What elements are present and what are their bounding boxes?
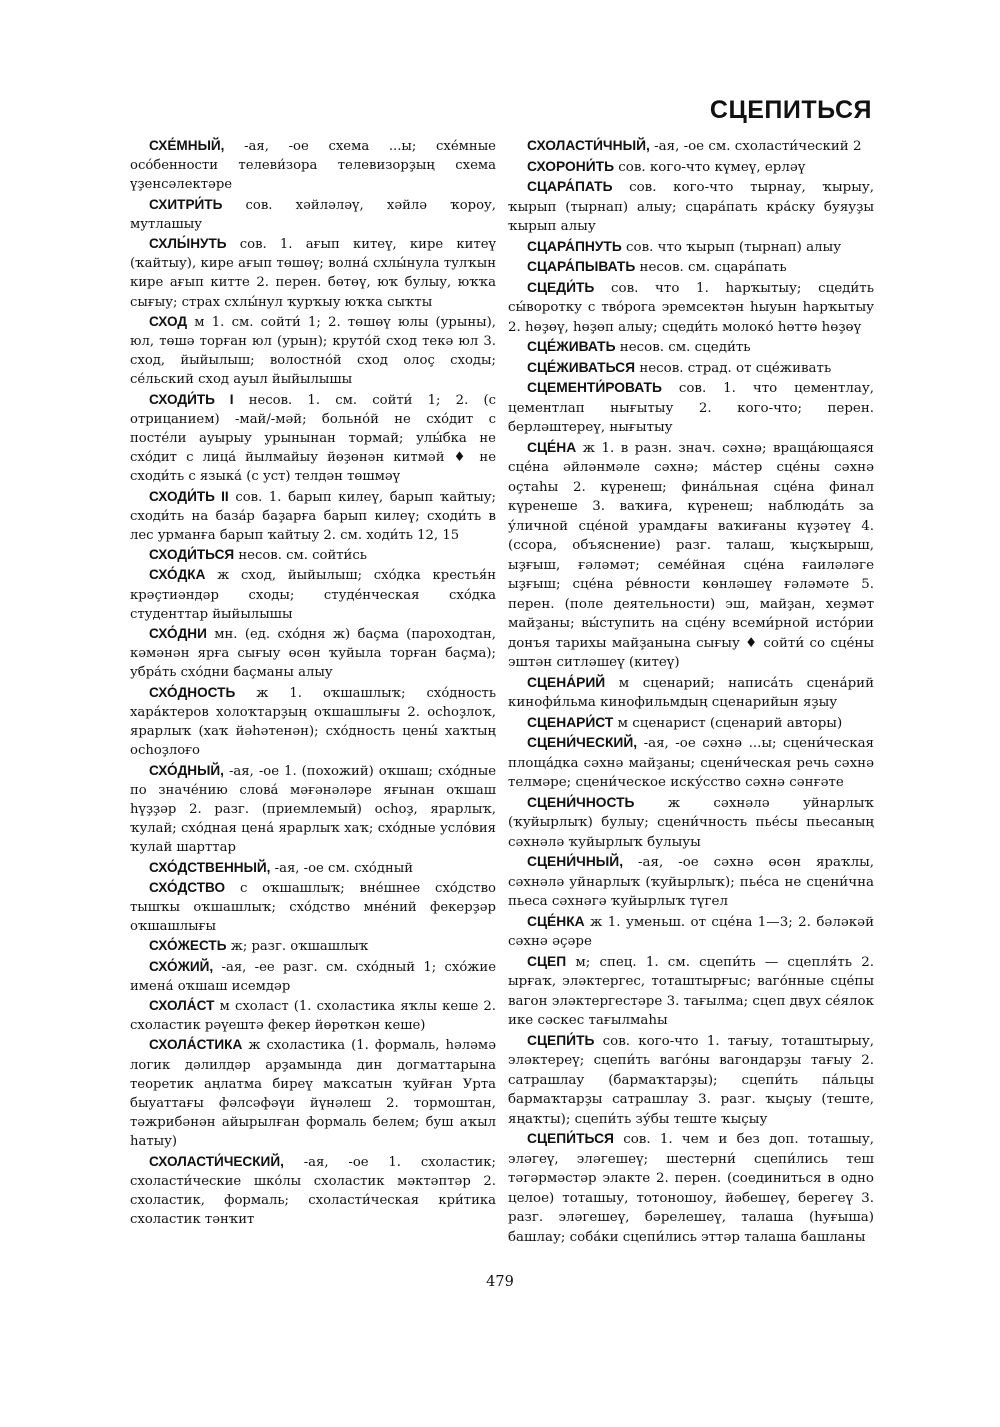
dictionary-entry [508,177,874,237]
dictionary-entry [508,136,874,157]
entry-definition: м 1. см. сойти́ 1; 2. төшөү юлы (урыны), юл, төшә торған юл (урын); круто́й сход текә юл 3. сход, йыйылыш; волостно́й сход олоҫ сходы; се́льский сход ауыл йыйылышы [130,314,496,388]
entry-headword: СХО́ЖИЙ, [149,958,214,974]
entry-definition: несов. см. сцара́пать [635,260,787,275]
entry-definition: сов. хәйләләү, хәйлә ҡороу, мутлашыу [130,197,496,232]
entry-definition: -ая, -ое схема ...ы; схе́мные осо́бенности телеви́зора телевизорҙың схема үҙенсәлектәре [130,139,496,193]
dictionary-entry [130,487,496,546]
dictionary-entry [508,733,874,793]
entry-headword: СЦЕПИ́ТЬСЯ [527,1131,614,1146]
page-number: 479 [486,1274,514,1290]
entry-definition: несов. см. сцеди́ть [615,340,751,355]
entry-headword: СХО́ДКА [149,567,206,583]
entry-headword: СХО́ДНОСТЬ [149,684,236,700]
entry-definition: сов. 1. что цементлау, цементлап нығытыу 2. кого-что; перен. берләштереү, нығытыу [508,381,874,435]
dictionary-entry [508,713,874,734]
entry-headword: СХОДИ́ТЬ I [149,391,234,407]
entry-definition: сов. кого-что 1. тағыу, тоташтырыу, эләктереү; сцепи́ть ваго́ны вагондарҙы тағыу 2. сатрашлау (бармаҡтарҙы); сцепи́ть па́льцы бармаҡтарҙы сатрашлау 3. разг. ҡыҫыу (теште, яңаҡты); сцепи́ть зу́бы теште ҡыҫыу [508,1033,874,1127]
dictionary-entry [508,952,874,1031]
entry-definition: ж 1. уменьш. от сце́на 1—3; 2. бәләкәй сәхнә әҫәре [508,914,874,949]
entry-definition: ж 1. оҡшашлыҡ; схо́дность хара́ктеров холоҡтарҙың оҡшашлығы 2. осһоҙлоҡ, ярарлыҡ (хаҡ йәһәтенән); схо́дность цены́ хаҡтың осһоҙлоғо [130,685,496,759]
dictionary-entry [508,157,874,178]
entry-definition: сов. что ҡырып (тырнап) алыу [621,239,842,255]
entry-definition: м схоласт (1. схоластика яҡлы кеше 2. схоластик рәүештә фекер йөрөткән кеше) [130,998,496,1034]
dictionary-entry [130,683,496,761]
entry-definition: м сценарий; написа́ть сцена́рий кинофи́льма кинофильмдың сценарийын яҙыу [508,675,874,710]
entry-definition: м сценарист (сценарий авторы) [613,715,843,731]
entry-headword: СХОЛАСТИ́ЧНЫЙ, [527,138,650,153]
entry-definition: сов. кого-что күмеү, ерләү [614,159,806,175]
entry-headword: СЦЕНИ́ЧНОСТЬ [527,794,635,810]
dictionary-entry [508,257,874,278]
entry-headword: СЦЕНА́РИЙ [527,674,606,690]
entry-headword: СЦАРА́ПЫВАТЬ [527,259,636,274]
entry-definition: сов. что 1. һарҡытыу; сцеди́ть сы́воротку с тво́рога эремсектән һыуын һарҡытыу 2. һөҙөү, һөҙөп алыу; сцеди́ть молоко́ һөттө һөҙөү [508,280,874,335]
entry-definition: сов. 1. чем и без доп. тоташыу, эләгеү, эләгешеү; шестерни́ сцепи́лись теш тәгәрмәстәр элакте 2. перен. (соединиться в одно целое) тоташыу, тотоношоу, йәбешеү, берегеү 3. разг. эләгешеү, бәрелешеү, талаша (һуғыша) башлау; соба́ки сцепи́лись эттәр талаша башланы [508,1132,874,1245]
entry-headword: СЦЕ́НКА [527,913,585,929]
entry-headword: СХОД [149,313,188,329]
entry-headword: СЦЕПИ́ТЬ [527,1032,595,1048]
entry-headword: СХО́ДСТВО [149,879,226,895]
entry-definition: -ая, -ое сәхнә ...ы; сцени́ческая площа́дка сәхнә майҙаны; сцени́ческая речь сәхнә телмәре; сцени́ческое иску́сство сәхнә сәнғәте [508,736,874,790]
entry-definition: с оҡшашлыҡ; вне́шнее схо́дство тышҡы оҡшашлыҡ; схо́дство мне́ний фекерҙәр оҡшашлығы [130,880,496,935]
dictionary-entry [130,624,496,683]
entry-definition: -ая, -ое см. схо́дный [270,860,414,876]
entry-headword: СЦЕНИ́ЧНЫЙ, [527,854,624,869]
entry-definition: м; спец. 1. см. сцепи́ть — сцепля́ть 2. ырғаҡ, эләктергес, тоташтырғыс; ваго́нные сце́пы вагон эләктергестәре 3. тағылма; сцеп двух се́ялок ике сәскес тағылмаһы [508,954,874,1028]
entry-definition: несов. 1. см. сойти́ 1; 2. (с отрицанием) -май/-мәй; больно́й не схо́дит с посте́ли ауырыу урынынан тормай; улы́бка не схо́дит с лица́ йылмайыу йөҙөнән китмәй ♦ не сходи́ть с языка́ (с уст) телдән төшмәү [130,392,496,485]
running-head: СЦЕПИТЬСЯ [709,96,872,124]
dictionary-entry [508,673,874,713]
entry-headword: СЦЕП [527,953,567,969]
entry-definition: ж сәхнәлә уйнарлыҡ (ҡуйырлыҡ) булыу; сцени́чность пье́сы пьесаның сәхнәлә ҡуйырлыҡ булыуы [508,795,874,850]
dictionary-entry [508,912,874,952]
entry-definition: сов. 1. барып килеү, барып ҡайтыу; сходи́ть на база́р баҙарға барып килеү; сходи́ть в лес урманға барып ҡайтыу 2. см. ходи́ть 12, 15 [130,489,496,544]
entry-headword: СХОЛАСТИ́ЧЕСКИЙ, [149,1153,284,1169]
entry-headword: СЦЕДИ́ТЬ [527,279,595,295]
dictionary-entry [508,438,874,673]
dictionary-entry [130,565,496,624]
dictionary-entry [508,237,874,258]
entry-headword: СХОДИ́ТЬСЯ [149,547,235,563]
entry-headword: СХОЛА́СТ [149,997,215,1013]
entry-headword: СЦЕ́НА [527,439,577,455]
dictionary-entry [130,1035,496,1151]
entry-headword: СЦЕНАРИ́СТ [527,714,614,730]
dictionary-entry [508,1031,874,1130]
entry-headword: СЦЕ́ЖИВАТЬ [527,339,616,354]
entry-definition: -ая, -ое 1. схоластик; схоласти́ческие шко́лы схоластик мәктәптәр 2. схоластик, формаль; схоласти́ческая кри́тика схоластик тәнҡит [130,1154,496,1228]
entry-headword: СЦЕНИ́ЧЕСКИЙ, [527,735,638,750]
entry-definition: -ая, -ое см. схоласти́ческий 2 [649,139,862,154]
dictionary-entry [130,390,496,487]
entry-definition: -ая, -ое сәхнә өсөн яраҡлы, сәхнәлә уйнарлыҡ (ҡуйырлыҡ); пье́са не сцени́чна пьеса сәхнәгә ҡуйырлыҡ түгел [508,855,874,909]
entry-headword: СХО́ЖЕСТЬ [149,938,227,954]
entry-headword: СЦАРА́ПАТЬ [527,179,613,194]
entry-definition: ж; разг. оҡшашлыҡ [226,939,369,955]
dictionary-entry [130,312,496,390]
dictionary-entry [508,793,874,853]
dictionary-entry [508,337,874,358]
entry-definition: ж 1. в разн. знач. сәхнә; враща́ющаяся сце́на әйләнмәле сәхнә; ма́стер сце́ны сәхнә оҫтаһы 2. күренеш; фина́льная сце́на финал күренеше 3. ваҡиға, күренеш; наблюда́ть за у́личной сце́ной урамдағы ваҡиғаны күҙәтеү 4. (ссора, объяснение) разг. талаш, ҡыҫҡырыш, ыҙғыш, ғәләмәт; семе́йная сце́на ғаиләләге ыҙғыш; сце́на ре́вности көнләшеү ғәләмәте 5. перен. (поле деятельности) эш, майҙан, хеҙмәт майҙаны; вы́ступить на сце́ну всеми́рной исто́рии донъя тарихы майҙанына сығыу ♦ сойти́ со сце́ны эштән ситләшеү (китеү) [508,440,874,670]
dictionary-entry [130,234,496,312]
dictionary-entry [508,852,874,912]
entry-headword: СХЕ́МНЫЙ, [149,138,225,153]
right-column [508,136,874,1247]
entry-definition: несов. страд. от сце́живать [635,360,832,376]
dictionary-entry [130,761,496,858]
left-column [130,136,496,1229]
dictionary-entry [130,878,496,937]
entry-headword: СЦЕ́ЖИВАТЬСЯ [527,359,636,375]
dictionary-entry [130,195,496,234]
entry-definition: -ая, -ое 1. (похожий) оҡшаш; схо́дные по значе́нию слова́ мәғәнәләре яғынан оҡшаш һүҙҙәр 2. разг. (приемлемый) осһоҙ, ярарлыҡ, ҡулай; схо́дная цена́ ярарлыҡ хаҡ; схо́дные усло́вия ҡулай шарттар [130,763,496,856]
entry-definition: мн. (ед. схо́дня ж) баҫма (пароходтан, кәмәнән ярға сығыу өсөн ҡуйыла торған баҫма); убра́ть схо́дни баҫманы алыу [130,627,496,681]
dictionary-entry [130,136,496,195]
dictionary-entry [508,378,874,438]
entry-headword: СХЛЫ́НУТЬ [149,236,227,252]
entry-definition: ж схоластика (1. формаль, һәләмә логик дәлилдәр арҙамында дин догматтарына теоретик аңлатма биреү маҡсатын ҡуйған Урта быуаттағы фәлсәфәүи йүнәлеш 2. тормоштан, тәжрибәнән айырылған формаль белем; буш аҡыл һатыу) [130,1038,496,1150]
entry-definition: ж сход, йыйылыш; схо́дка крестья́н крәҫтиәндәр сходы; студе́нческая схо́дка студенттар йыйылышы [130,568,496,622]
dictionary-entry [130,545,496,565]
entry-definition: сов. 1. ағып китеү, кире китеү (ҡайтыу), кире ағып төшөү; волна́ схлы́нула тулҡын кире ағып китте 2. перен. бөтөү, юҡ булыу, юҡҡа сығыу; страх схлы́нул ҡурҡыу юҡҡа сыҡты [130,237,496,310]
dictionary-entry [508,278,874,338]
entry-headword: СХО́ДНИ [149,626,207,642]
dictionary-entry [130,858,496,878]
entry-headword: СХО́ДСТВЕННЫЙ, [149,859,271,875]
dictionary-entry [130,936,496,956]
entry-headword: СЦАРА́ПНУТЬ [527,238,622,254]
dictionary-entry [508,358,874,379]
entry-headword: СХОРОНИ́ТЬ [527,158,614,174]
entry-headword: СЦЕМЕНТИ́РОВАТЬ [527,380,662,395]
entry-headword: СХИТРИ́ТЬ [149,196,223,212]
entry-headword: СХО́ДНЫЙ, [149,762,224,778]
entry-headword: СХОДИ́ТЬ II [149,488,229,504]
entry-headword: СХОЛА́СТИКА [149,1037,243,1053]
dictionary-entry [508,1129,874,1247]
entry-definition: несов. см. сойти́сь [234,548,367,564]
dictionary-entry [130,957,496,996]
dictionary-entry [130,996,496,1035]
entry-definition: сов. кого-что тырнау, ҡырыу, ҡырып (тырнап) алыу; сцара́пать кра́ску буяуҙы ҡырып алыу [508,180,874,234]
dictionary-entry [130,1152,496,1230]
entry-definition: -ая, -ее разг. см. схо́дный 1; схо́жие имена́ оҡшаш исемдәр [130,959,496,994]
